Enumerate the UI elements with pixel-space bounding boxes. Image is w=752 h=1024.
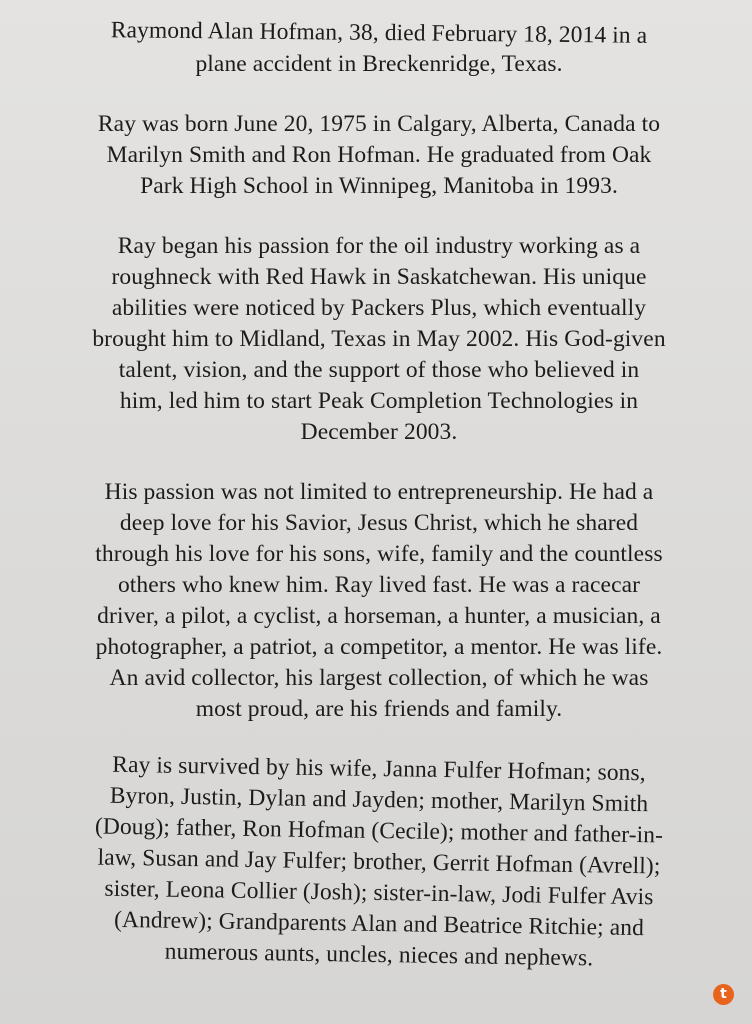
text-line: Ray began his passion for the oil industry working as a: [117, 233, 641, 259]
info-badge-icon[interactable]: t: [713, 984, 734, 1005]
text-line: (Doug); father, Ron Hofman (Cecile); mother and father-in-: [94, 813, 664, 849]
text-line: Ray was born June 20, 1975 in Calgary, Alberta, Canada to: [97, 111, 661, 137]
text-line: him, led him to start Peak Completion Technologies in: [119, 388, 639, 414]
text-line: plane accident in Breckenridge, Texas.: [195, 51, 563, 77]
text-line: abilities were noticed by Packers Plus, which eventually: [111, 295, 647, 321]
text-line: through his love for his sons, wife, family and the countless: [95, 541, 663, 567]
death-notice-paragraph: [20, 18, 738, 80]
text-line: Raymond Alan Hofman, 38, died February 18, 2014 in a: [110, 17, 648, 49]
text-line: others who knew him. Ray lived fast. He was a racecar: [117, 572, 641, 598]
text-line: Marilyn Smith and Ron Hofman. He graduated from Oak: [106, 142, 652, 168]
text-line: (Andrew); Grandparents Alan and Beatrice Ritchie; and: [113, 906, 645, 942]
text-line: talent, vision, and the support of those who believed in: [118, 357, 640, 383]
text-line: Ray is survived by his wife, Janna Fulfer Hofman; sons,: [112, 751, 646, 787]
life-paragraph: [20, 477, 738, 725]
text-line: December 2003.: [300, 419, 458, 445]
birth-paragraph: [20, 109, 738, 202]
text-line: numerous aunts, uncles, nieces and nephews.: [164, 938, 594, 972]
survivors-paragraph: [20, 751, 738, 972]
text-line: Byron, Justin, Dylan and Jayden; mother, Marilyn Smith: [109, 782, 649, 818]
text-line: law, Susan and Jay Fulfer; brother, Gerrit Hofman (Avrell);: [97, 844, 661, 880]
career-paragraph: [20, 231, 738, 448]
text-line: photographer, a patriot, a competitor, a mentor. He was life.: [95, 634, 663, 660]
text-line: deep love for his Savior, Jesus Christ, which he shared: [119, 510, 639, 536]
text-line: An avid collector, his largest collection, of which he was: [109, 665, 649, 691]
text-line: Park High School in Winnipeg, Manitoba in 1993.: [140, 173, 618, 199]
text-line: brought him to Midland, Texas in May 2002. His God-given: [92, 326, 666, 352]
text-line: driver, a pilot, a cyclist, a horseman, a hunter, a musician, a: [97, 603, 661, 629]
text-line: His passion was not limited to entrepreneurship. He had a: [104, 479, 654, 505]
text-line: sister, Leona Collier (Josh); sister-in-law, Jodi Fulfer Avis: [104, 875, 654, 911]
text-line: roughneck with Red Hawk in Saskatchewan. His unique: [111, 264, 647, 290]
text-line: most proud, are his friends and family.: [195, 696, 563, 722]
